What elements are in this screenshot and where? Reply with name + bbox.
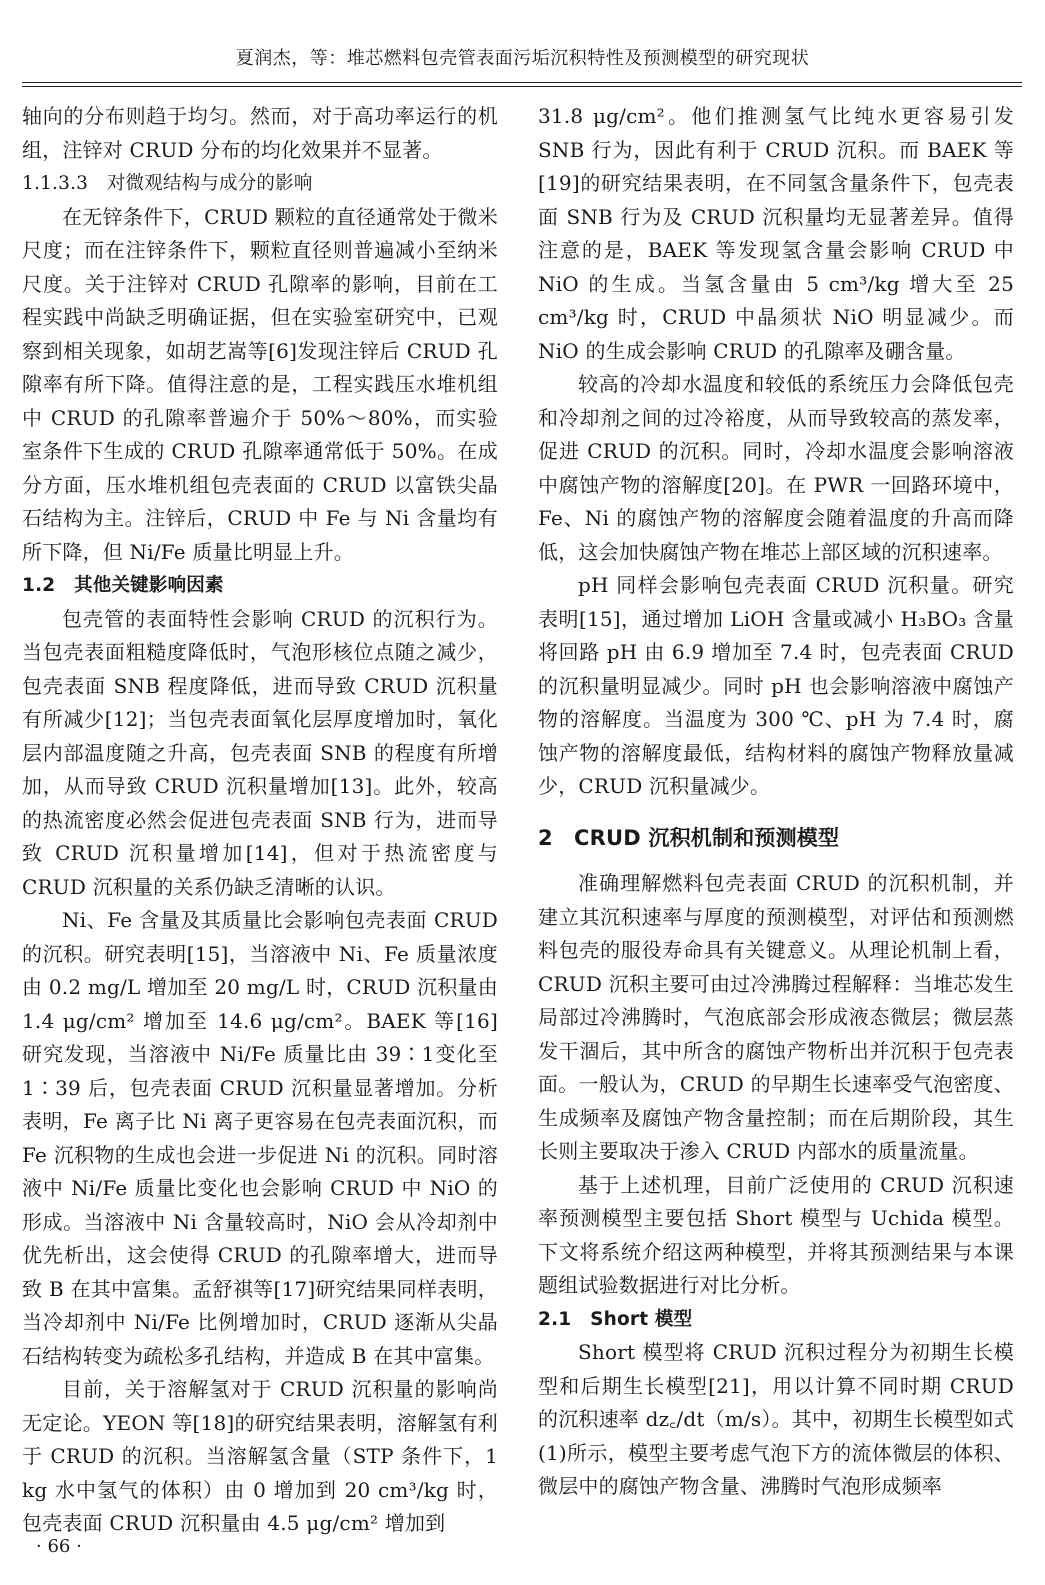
- page-number: · 66 ·: [36, 1536, 82, 1557]
- paragraph-zinc-microstructure: 在无锌条件下，CRUD 颗粒的直径通常处于微米尺度；而在注锌条件下，颗粒直径则普遍减小至纳米尺度。关于注锌对 CRUD 孔隙率的影响，目前在工程实践中尚缺乏明确证据，但在实验室研究中，已观察到相关现象，如胡艺嵩等[6]发现注锌后 CRUD 孔隙率有所下降。值得注意的是，工程实践压水堆机组中 CRUD 的孔隙率普遍介于 50%～80%，而实验室条件下生成的 CRUD 孔隙率通常低于 50%。在成分方面，压水堆机组包壳表面的 CRUD 以富铁尖晶石结构为主。注锌后，CRUD 中 Fe 与 Ni 含量均有所下降，但 Ni/Fe 质量比明显上升。: [22, 204, 498, 564]
- heading-section-2: 2 CRUD 沉积机制和预测模型: [538, 825, 840, 850]
- paragraph-short-model: Short 模型将 CRUD 沉积过程分为初期生长模型和后期生长模型[21]，用以计算不同时期 CRUD 的沉积速率 dz꜀/dt（m/s）。其中，初期生长模型如式(1)所示，模型主要考虑气泡下方的流体微层的体积、微层中的腐蚀产物含量、沸腾时气泡形成频率: [538, 1340, 1014, 1498]
- right-column: [538, 100, 1014, 1504]
- paragraph-dissolved-hydrogen: 目前，关于溶解氢对于 CRUD 沉积量的影响尚无定论。YEON 等[18]的研究结果表明，溶解氢有利于 CRUD 的沉积。当溶解氢含量（STP 条件下，1 kg 水中氢气的体积）由 0 增加到 20 cm³/kg 时，包壳表面 CRUD 沉积量由 4.5 μg/cm² 增加到: [22, 1377, 498, 1535]
- heading-1-1-3-3: 1.1.3.3 对微观结构与成分的影响: [22, 173, 313, 194]
- paragraph-prediction-models: 基于上述机理，目前广泛使用的 CRUD 沉积速率预测模型主要包括 Short 模型与 Uchida 模型。下文将系统介绍这两种模型，并将其预测结果与本课题组试验数据进行对比分析。: [538, 1172, 1014, 1297]
- paragraph-hydrogen-continued: 31.8 μg/cm²。他们推测氢气比纯水更容易引发 SNB 行为，因此有利于 CRUD 沉积。而 BAEK 等[19]的研究结果表明，在不同氢含量条件下，包壳表面 SNB 行为及 CRUD 沉积量均无显著差异。值得注意的是，BAEK 等发现氢含量会影响 CRUD 中 NiO 的生成。当氢含量由 5 cm³/kg 增大至 25 cm³/kg 时，CRUD 中晶须状 NiO 明显减少。而 NiO 的生成会影响 CRUD 的孔隙率及硼含量。: [538, 104, 1014, 363]
- paragraph-ph-effect: pH 同样会影响包壳表面 CRUD 沉积量。研究表明[15]，通过增加 LiOH 含量或减小 H₃BO₃ 含量将回路 pH 由 6.9 增加至 7.4 时，包壳表面 CRUD 的沉积量明显减少。同时 pH 也会影响溶液中腐蚀产物的溶解度。当温度为 300 ℃、pH 为 7.4 时，腐蚀产物的溶解度最低，结构材料的腐蚀产物释放量减少，CRUD 沉积量减少。: [538, 573, 1014, 798]
- header-rule-thin: [22, 86, 1022, 87]
- paragraph-continued: 轴向的分布则趋于均匀。然而，对于高功率运行的机组，注锌对 CRUD 分布的均化效果并不显著。: [22, 104, 498, 162]
- header-rule-thick: [22, 82, 1022, 83]
- paragraph-temperature-pressure: 较高的冷却水温度和较低的系统压力会降低包壳和冷却剂之间的过冷裕度，从而导致较高的蒸发率，促进 CRUD 的沉积。同时，冷却水温度会影响溶液中腐蚀产物的溶解度[20]。在 PWR 一回路环境中，Fe、Ni 的腐蚀产物的溶解度会随着温度的升高而降低，这会加快腐蚀产物在堆芯上部区域的沉积速率。: [538, 372, 1014, 564]
- running-header: 夏润杰，等：堆芯燃料包壳管表面污垢沉积特性及预测模型的研究现状: [235, 48, 810, 69]
- left-column: [22, 100, 498, 1541]
- heading-2-1: 2.1 Short 模型: [538, 1308, 693, 1330]
- heading-1-2: 1.2 其他关键影响因素: [22, 575, 224, 596]
- paragraph-deposition-mechanism: 准确理解燃料包壳表面 CRUD 的沉积机制，并建立其沉积速率与厚度的预测模型，对评估和预测燃料包壳的服役寿命具有关键意义。从理论机制上看，CRUD 沉积主要可由过冷沸腾过程解释：当堆芯发生局部过冷沸腾时，气泡底部会形成液态微层；微层蒸发干涸后，其中所含的腐蚀产物析出并沉积于包壳表面。一般认为，CRUD 的早期生长速率受气泡密度、生成频率及腐蚀产物含量控制；而在后期阶段，其生长则主要取决于渗入 CRUD 内部水的质量流量。: [538, 871, 1014, 1163]
- paragraph-ni-fe-content: Ni、Fe 含量及其质量比会影响包壳表面 CRUD 的沉积。研究表明[15]，当溶液中 Ni、Fe 质量浓度由 0.2 mg/L 增加至 20 mg/L 时，CRUD 沉积量由 1.4 μg/cm² 增加至 14.6 μg/cm²。BAEK 等[16]研究发现，当溶液中 Ni/Fe 质量比由 39∶1变化至 1∶39 后，包壳表面 CRUD 沉积量显著增加。分析表明，Fe 离子比 Ni 离子更容易在包壳表面沉积，而 Fe 沉积物的生成也会进一步促进 Ni 的沉积。同时溶液中 Ni/Fe 质量比变化也会影响 CRUD 中 NiO 的形成。当溶液中 Ni 含量较高时，NiO 会从冷却剂中优先析出，这会使得 CRUD 的孔隙率增大，进而导致 B 在其中富集。孟舒祺等[17]研究结果同样表明，当冷却剂中 Ni/Fe 比例增加时，CRUD 逐渐从尖晶石结构转变为疏松多孔结构，并造成 B 在其中富集。: [22, 908, 498, 1368]
- paragraph-surface-properties: 包壳管的表面特性会影响 CRUD 的沉积行为。当包壳表面粗糙度降低时，气泡形核位点随之减少，包壳表面 SNB 程度降低，进而导致 CRUD 沉积量有所减少[12]；当包壳表面氧化层厚度增加时，氧化层内部温度随之升高，包壳表面 SNB 的程度有所增加，从而导致 CRUD 沉积量增加[13]。此外，较高的热流密度必然会促进包壳表面 SNB 行为，进而导致 CRUD 沉积量增加[14]，但对于热流密度与 CRUD 沉积量的关系仍缺乏清晰的认识。: [22, 606, 498, 899]
